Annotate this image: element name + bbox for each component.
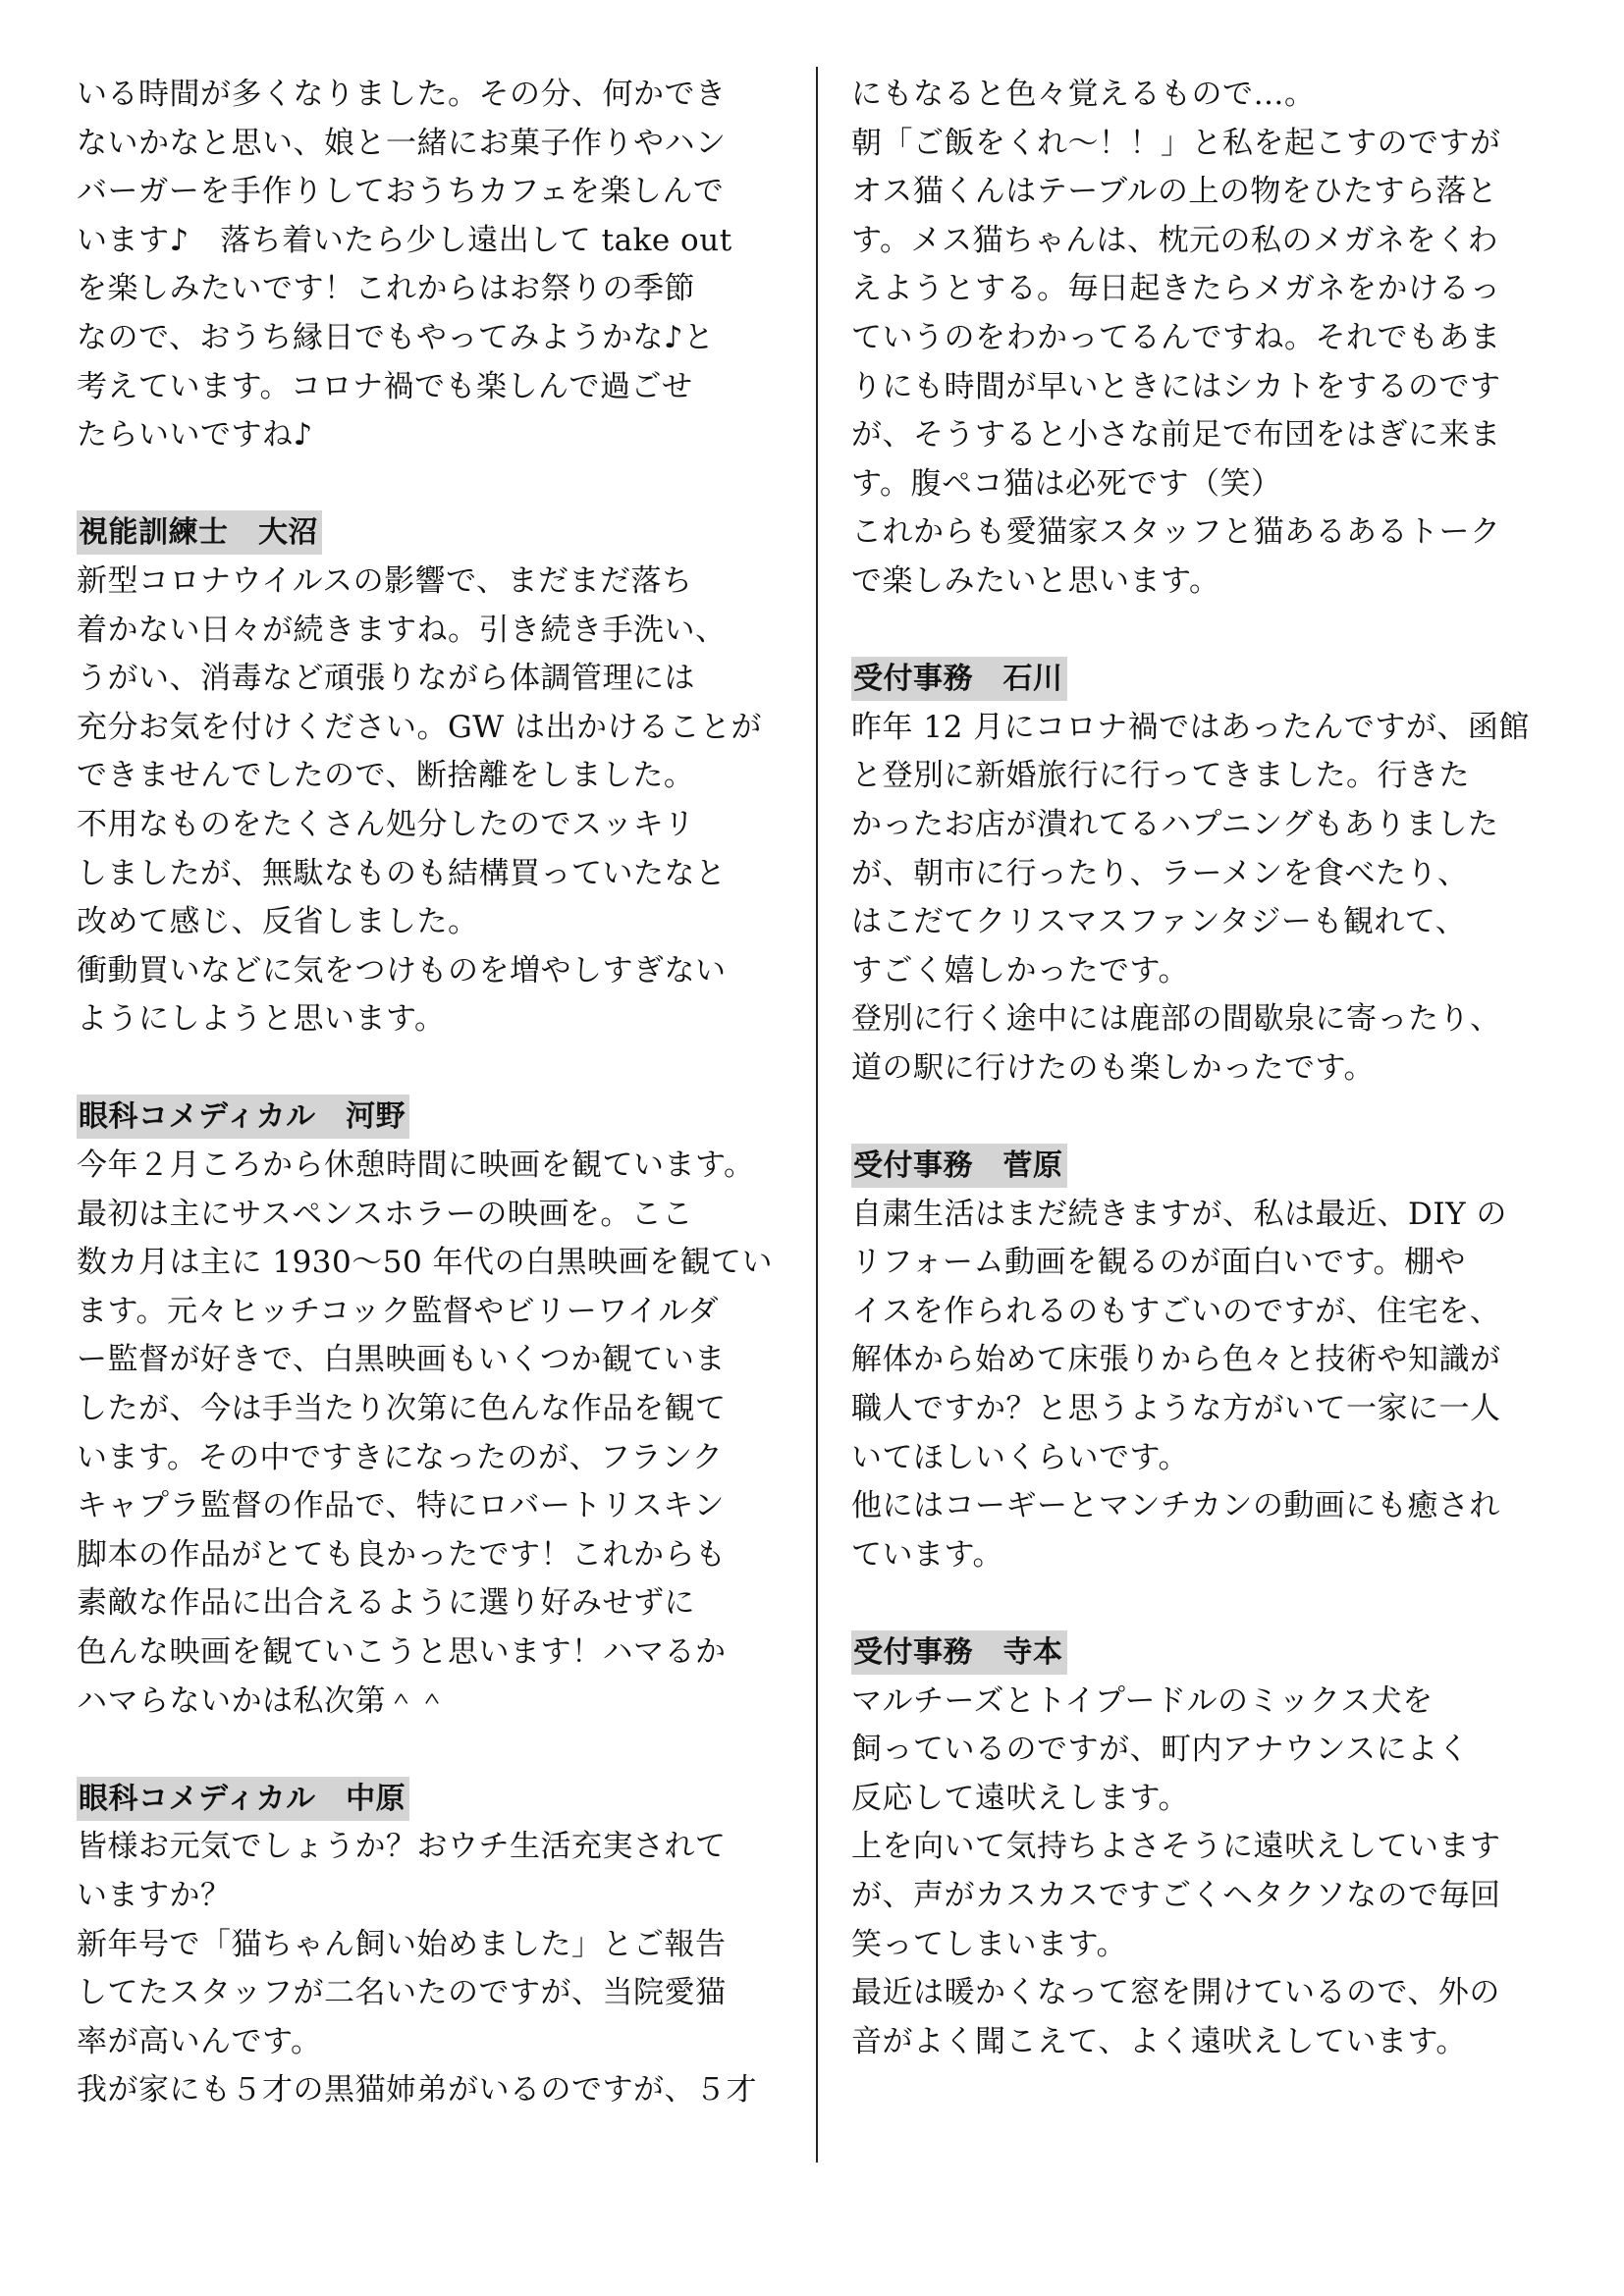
text-line: 我が家にも５才の黒猫姉弟がいるのですが、５才 (77, 2072, 757, 2109)
text-line: 朝「ご飯をくれ～！！」と私を起こすのですが (851, 125, 1501, 161)
text-line: すごく嬉しかったです。 (851, 952, 1190, 988)
left-column (77, 71, 784, 2115)
text-line: えようとする。毎日起きたらメガネをかけるっ (851, 271, 1501, 307)
text-line: ています。 (851, 1536, 1004, 1573)
text-line: が、そうすると小さな前足で布団をはぎに来ま (851, 417, 1501, 454)
text-line: 昨年 12 月にコロナ禍ではあったんですが、函館 (851, 709, 1530, 745)
text-line: 職人ですか？と思うような方がいて一家に一人 (851, 1391, 1501, 1427)
text-line: マルチーズとトイプードルのミックス犬を (851, 1682, 1434, 1719)
text-line: 率が高いんです。 (77, 2023, 322, 2059)
text-line: 道の駅に行けたのも楽しかったです。 (851, 1049, 1376, 1086)
text-line: 改めて感じ、反省しました。 (77, 904, 479, 940)
text-line: うがい、消毒など頑張りながら体調管理には (77, 661, 695, 697)
paragraph-gap (851, 607, 1558, 656)
text-line: はこだてクリスマスファンタジーも観れて、 (851, 904, 1467, 940)
text-line: 新型コロナウイルスの影響で、まだまだ落ち (77, 562, 693, 599)
text-line: かったお店が潰れてるハプニングもありました (851, 806, 1499, 842)
right-column (851, 71, 1558, 2066)
text-line: 登別に行く途中には鹿部の間歇泉に寄ったり、 (851, 1001, 1501, 1038)
text-line: りにも時間が早いときにはシカトをするのです (851, 368, 1501, 404)
text-line: 上を向いて気持ちよさそうに遠吠えしています (851, 1829, 1501, 1865)
right-intro-paragraph (851, 71, 1558, 607)
text-line: したが、今は手当たり次第に色んな作品を観て (77, 1391, 727, 1427)
text-line: 他にはコーギーとマンチカンの動画にも癒され (851, 1488, 1500, 1524)
section-heading: 受付事務 寺本 (851, 1630, 1067, 1675)
text-line: 色んな映画を観ていこうと思います！ハマるか (77, 1634, 727, 1670)
text-line: 着かない日々が続きますね。引き続き手洗い、 (77, 612, 727, 648)
text-line: ようにしようと思います。 (77, 1001, 446, 1038)
text-line: オス猫くんはテーブルの上の物をひたすら落と (851, 174, 1498, 210)
text-line: います♪ 落ち着いたら少し遠出して take out (77, 222, 732, 258)
text-line: 飼っているのですが、町内アナウンスによく (851, 1732, 1470, 1768)
column-divider (816, 67, 818, 2163)
text-line: にもなると色々覚えるもので…。 (851, 77, 1316, 112)
text-line: と登別に新婚旅行に行ってきました。行きた (851, 758, 1470, 794)
section-sugawara (851, 1142, 1558, 1579)
section-teramoto (851, 1629, 1558, 2066)
text-line: キャプラ監督の作品で、特にロバートリスキン (77, 1488, 725, 1524)
text-line: バーガーを手作りしておうちカフェを楽しんで (77, 174, 725, 210)
text-line: しましたが、無駄なものも結構買っていたなと (77, 855, 727, 891)
section-heading: 眼科コメディカル 中原 (77, 1777, 409, 1821)
text-line: 考えています。コロナ禍でも楽しんで過ごせ (77, 368, 693, 404)
section-heading: 眼科コメディカル 河野 (77, 1095, 409, 1139)
section-heading: 視能訓練士 大沼 (77, 510, 322, 555)
paragraph-gap (77, 1726, 784, 1775)
text-line: 反応して遠吠えします。 (851, 1780, 1190, 1816)
text-line: いますか？ (77, 1877, 232, 1913)
section-kawano (77, 1093, 784, 1726)
text-line: 自粛生活はまだ続きますが、私は最近、DIY の (851, 1196, 1507, 1232)
text-line: たらいいですね♪ (77, 417, 313, 454)
text-line: ー監督が好きで、白黒映画もいくつか観ていま (77, 1342, 726, 1378)
text-line: 音がよく聞こえて、よく遠吠えしています。 (851, 2023, 1467, 2059)
text-line: います。その中ですきになったのが、フランク (77, 1439, 724, 1475)
text-line: を楽しみたいです！これからはお祭りの季節 (77, 271, 695, 307)
text-line: が、声がカスカスですごくヘタクソなので毎回 (851, 1877, 1501, 1913)
text-line: 脚本の作品がとても良かったです！これからも (77, 1536, 727, 1573)
text-line: 充分お気を付けください。GW は出かけることが (77, 709, 762, 745)
text-line: ていうのをわかってるんですね。それでもあま (851, 319, 1501, 355)
left-intro-paragraph (77, 71, 784, 460)
text-line: で楽しみたいと思います。 (851, 562, 1220, 599)
section-heading: 受付事務 石川 (851, 657, 1067, 701)
text-line: 数カ月は主に 1930～50 年代の白黒映画を観てい (77, 1245, 774, 1281)
text-line: 素敵な作品に出合えるように選り好みせずに (77, 1585, 695, 1622)
text-line: 解体から始めて床張りから色々と技術や知識が (851, 1342, 1501, 1378)
text-line: ます。元々ヒッチコック監督やビリーワイルダ (77, 1293, 720, 1329)
text-line: す。腹ペコ猫は必死です（笑） (851, 465, 1282, 502)
paragraph-gap (851, 1093, 1558, 1142)
text-line: リフォーム動画を観るのが面白いです。棚や (851, 1245, 1466, 1281)
text-line: なので、おうち縁日でもやってみようかな♪と (77, 319, 715, 355)
text-line: が、朝市に行ったり、ラーメンを食べたり、 (851, 855, 1469, 891)
text-line: ハマらないかは私次第＾＾ (77, 1682, 448, 1719)
text-line: 今年２月ころから休憩時間に映画を観ています。 (77, 1148, 755, 1184)
text-line: す。メス猫ちゃんは、枕元の私のメガネをくわ (851, 222, 1499, 258)
text-line: いる時間が多くなりました。その分、何かでき (77, 77, 727, 112)
text-line: 衝動買いなどに気をつけものを増やしすぎない (77, 952, 727, 988)
text-line: してたスタッフが二名いたのですが、当院愛猫 (77, 1975, 727, 2011)
text-line: 皆様お元気でしょうか？おウチ生活充実されて (77, 1829, 727, 1865)
section-ishikawa (851, 655, 1558, 1093)
text-line: 新年号で「猫ちゃん飼い始めました」とご報告 (77, 1926, 727, 1962)
text-line: いてほしいくらいです。 (851, 1439, 1190, 1475)
paragraph-gap (851, 1579, 1558, 1629)
text-line: 不用なものをたくさん処分したのでスッキリ (77, 806, 695, 842)
paragraph-gap (77, 460, 784, 509)
text-line: ないかなと思い、娘と一緒にお菓子作りやハン (77, 125, 727, 161)
text-line: 最近は暖かくなって窓を開けているので、外の (851, 1975, 1500, 2011)
section-onuma (77, 508, 784, 1044)
text-line: 最初は主にサスペンスホラーの映画を。ここ (77, 1196, 693, 1232)
paragraph-gap (77, 1044, 784, 1094)
text-line: イスを作られるのもすごいのですが、住宅を、 (851, 1293, 1501, 1329)
text-line: これからも愛猫家スタッフと猫あるあるトーク (851, 514, 1501, 551)
text-line: 笑ってしまいます。 (851, 1926, 1128, 1962)
section-heading: 受付事務 菅原 (851, 1144, 1067, 1188)
section-nakahara (77, 1775, 784, 2115)
text-line: できませんでしたので、断捨離をしました。 (77, 758, 695, 794)
